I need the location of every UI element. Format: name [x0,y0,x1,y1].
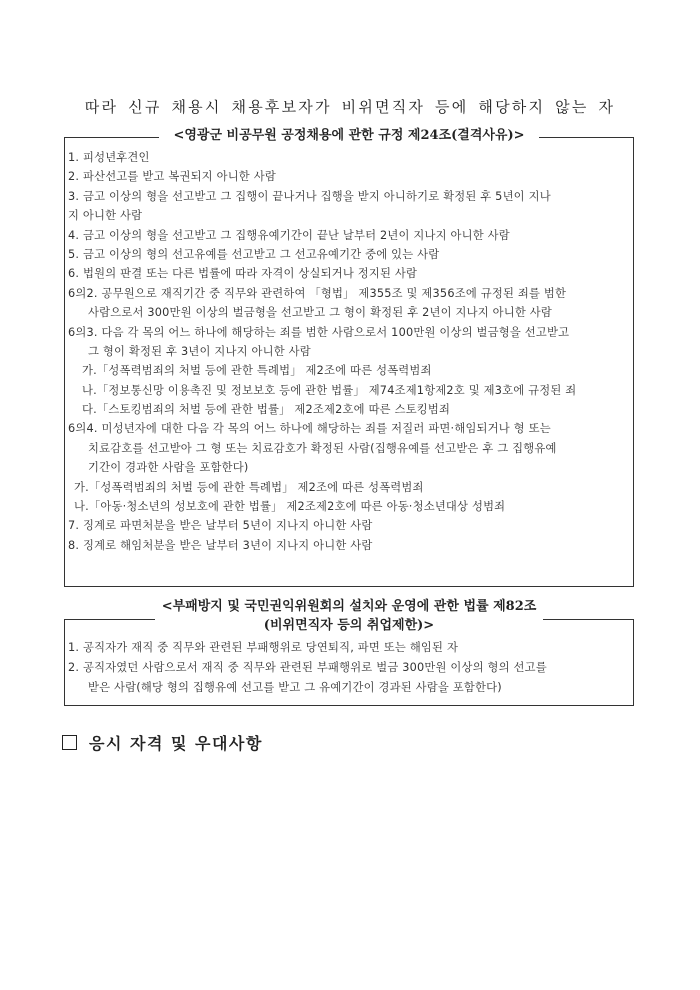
list-item: 8. 징계로 해임처분을 받은 날부터 3년이 지나지 아니한 사람 [68,538,373,552]
employment-restriction-box-title [155,597,543,635]
list-item-continuation: 치료감호를 선고받아 그 형 또는 치료감호가 확정된 사람(집행유예를 선고받은 후 그 집행유예 [88,441,557,455]
list-item: 3. 금고 이상의 형을 선고받고 그 집행이 끝나거나 집행을 받지 아니하기로 확정된 후 5년이 지나 [68,189,551,203]
sub-item: 가.「성폭력범죄의 처벌 등에 관한 특례법」 제2조에 따른 성폭력범죄 [82,364,432,378]
disqualification-box [64,128,634,587]
list-item: 4. 금고 이상의 형을 선고받고 그 집행유예기간이 끝난 날부터 2년이 지나지 아니한 사람 [68,228,510,242]
list-item: 6의3. 다음 각 목의 어느 하나에 해당하는 죄를 범한 사람으로서 100만원 이상의 벌금형을 선고받고 [68,325,570,339]
list-item-continuation: 지 아니한 사람 [68,209,143,223]
section-heading [62,731,263,754]
disqualification-list [68,148,629,555]
box-title-line-2: (비위면직자 등의 취업제한)> [263,618,435,633]
sub-item: 나.「아동·청소년의 성보호에 관한 법률」 제2조제2호에 따른 아동·청소년대상 성범죄 [74,500,506,514]
box-title-line-1: <부패방지 및 국민권익위원회의 설치와 운영에 관한 법률 제82조 [161,599,537,614]
list-item: 6의4. 미성년자에 대한 다음 각 목의 어느 하나에 해당하는 죄를 저질러 파면·해임되거나 형 또는 [68,422,551,436]
section-heading-label: 응시 자격 및 우대사항 [89,734,263,753]
disqualification-box-title [65,127,633,145]
list-item-continuation: 기간이 경과한 사람을 포함한다) [88,461,249,475]
list-item: 6의2. 공무원으로 재직기간 중 직무와 관련하여 「형법」 제355조 및 제356조에 규정된 죄를 범한 [68,286,567,300]
empty-square-icon [62,735,77,750]
list-item-continuation: 그 형이 확정된 후 3년이 지나지 아니한 사람 [88,344,311,358]
list-item-continuation: 받은 사람(해당 형의 집행유예 선고를 받고 그 유예기간이 경과된 사람을 포함한다) [88,681,502,694]
list-item: 6. 법원의 판결 또는 다른 법률에 따라 자격이 상실되거나 정지된 사람 [68,267,418,281]
employment-restriction-box [64,599,634,706]
intro-line: 따라 신규 채용시 채용후보자가 비위면직자 등에 해당하지 않는 자 [84,98,616,116]
list-item: 2. 공직자였던 사람으로서 재직 중 직무와 관련된 부패행위로 벌금 300만원 이상의 형의 선고를 [68,661,547,674]
list-item-continuation: 사람으로서 300만원 이상의 벌금형을 선고받고 그 형이 확정된 후 2년이 지나지 아니한 사람 [88,306,552,320]
list-item: 2. 파산선고를 받고 복권되지 아니한 사람 [68,170,276,184]
list-item: 7. 징계로 파면처분을 받은 날부터 5년이 지나지 아니한 사람 [68,519,373,533]
list-item: 5. 금고 이상의 형의 선고유예를 선고받고 그 선고유예기간 중에 있는 사람 [68,247,440,261]
list-item: 1. 공직자가 재직 중 직무와 관련된 부패행위로 당연퇴직, 파면 또는 해임된 자 [68,641,459,654]
list-item: 1. 피성년후견인 [68,151,150,164]
employment-restriction-list [68,638,629,698]
box-title-text: <영광군 비공무원 공정채용에 관한 규정 제24조(결격사유)> [159,128,538,143]
sub-item: 다.「스토킹범죄의 처벌 등에 관한 법률」 제2조제2호에 따른 스토킹범죄 [82,403,451,417]
sub-item: 가.「성폭력범죄의 처벌 등에 관한 특례법」 제2조에 따른 성폭력범죄 [74,480,424,494]
sub-item: 나.「정보통신망 이용촉진 및 정보보호 등에 관한 법률」 제74조제1항제2호 및 제3호에 규정된 죄 [82,383,577,397]
